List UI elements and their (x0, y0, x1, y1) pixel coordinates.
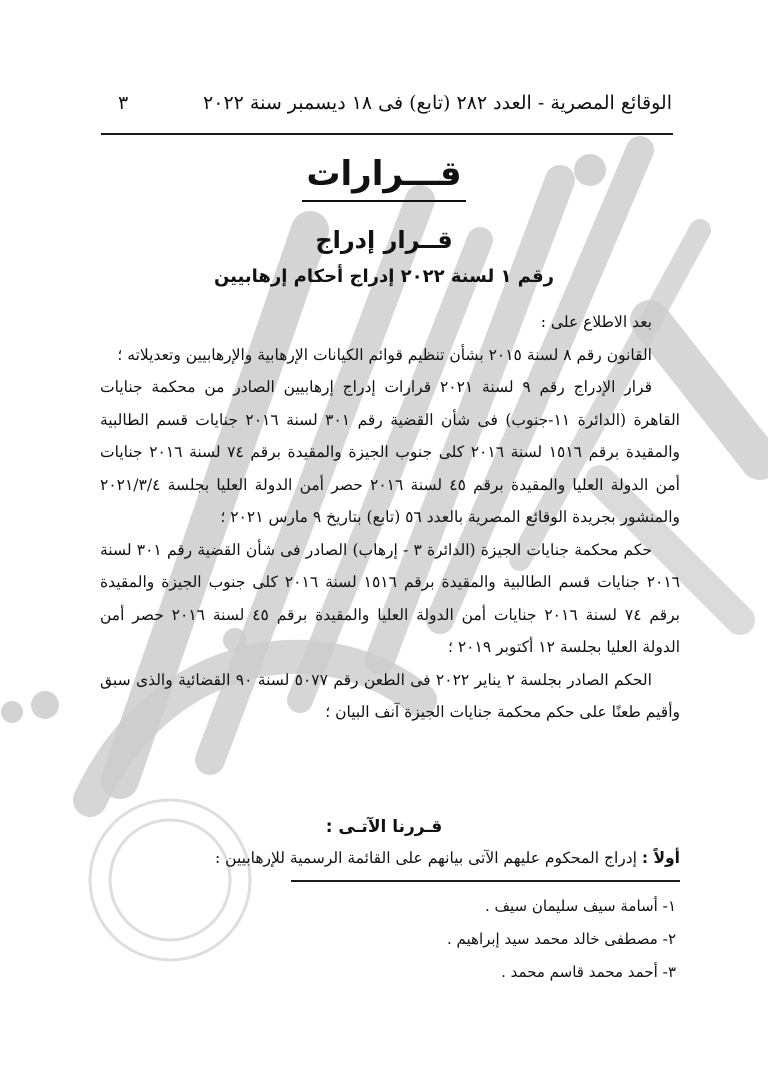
list-item: ١- أسامة سيف سليمان سيف . (484, 897, 676, 915)
page-number: ٣ (118, 92, 129, 114)
decision-title: قــرار إدراج (315, 226, 453, 254)
preamble-paragraph: الحكم الصادر بجلسة ٢ يناير ٢٠٢٢ فى الطعن رقم ٥٠٧٧ لسنة ٩٠ القضائية والذى سبق وأقيم طعنًا على حكم محكمة جنايات الجيزة آنف البيان ؛ (100, 670, 680, 721)
gazette-header-title: الوقائع المصرية - العدد ٢٨٢ (تابع) فى ١٨ ديسمبر سنة ٢٠٢٢ (203, 92, 672, 114)
list-item: ٣- أحمد محمد قاسم محمد . (501, 963, 676, 981)
first-clause-underline (291, 880, 680, 882)
first-clause-label: أولاً : (641, 849, 680, 867)
first-clause (215, 845, 680, 871)
section-title-text: قـــرارات (302, 152, 465, 202)
preamble (100, 306, 680, 729)
resolved-heading: قـررنا الآتـى : (325, 817, 443, 837)
list-item: ٢- مصطفى خالد محمد سيد إبراهيم . (446, 930, 676, 948)
preamble-paragraph: قرار الإدراج رقم ٩ لسنة ٢٠٢١ قرارات إدراج إرهابيين الصادر من محكمة جنايات القاهرة (الدائرة ١١-جنوب) فى شأن القضية رقم ٣٠١ لسنة ٢٠١٦ جنايات قسم الطالبية والمقيدة برقم ١٥١٦ لسنة ٢٠١٦ كلى جنوب الجيزة والمقيدة برقم ٧٤ لسنة ٢٠١٦ جنايات أمن الدولة العليا والمقيدة برقم ٤٥ لسنة ٢٠١٦ حصر أمن الدولة العليا بجلسة ٢٠٢١/٣/٤ والمنشور بجريدة الوقائع المصرية بالعدد ٥٦ (تابع) بتاريخ ٩ مارس ٢٠٢١ ؛ (100, 378, 680, 526)
section-title (0, 152, 768, 202)
decision-subtitle: رقم ١ لسنة ٢٠٢٢ إدراج أحكام إرهابيين (213, 266, 555, 287)
header-divider (101, 133, 673, 135)
page-header (112, 88, 672, 118)
first-clause-text: إدراج المحكوم عليهم الآتى بيانهم على القائمة الرسمية للإرهابيين : (215, 849, 637, 867)
preamble-intro: بعد الاطلاع على : (540, 313, 652, 331)
preamble-paragraph: حكم محكمة جنايات الجيزة (الدائرة ٣ - إرهاب) الصادر فى شأن القضية رقم ٣٠١ لسنة ٢٠١٦ جنايات قسم الطالبية والمقيدة برقم ١٥١٦ لسنة ٢٠١٦ كلى جنوب الجيزة والمقيدة برقم ٧٤ لسنة ٢٠١٦ جنايات أمن الدولة العليا والمقيدة برقم ٤٥ لسنة ٢٠١٦ حصر أمن الدولة العليا بجلسة ١٢ أكتوبر ٢٠١٩ ؛ (100, 540, 680, 656)
preamble-paragraph: القانون رقم ٨ لسنة ٢٠١٥ بشأن تنظيم قوائم الكيانات الإرهابية والإرهابيين وتعديلاته ؛ (117, 345, 652, 364)
names-list (447, 890, 676, 989)
